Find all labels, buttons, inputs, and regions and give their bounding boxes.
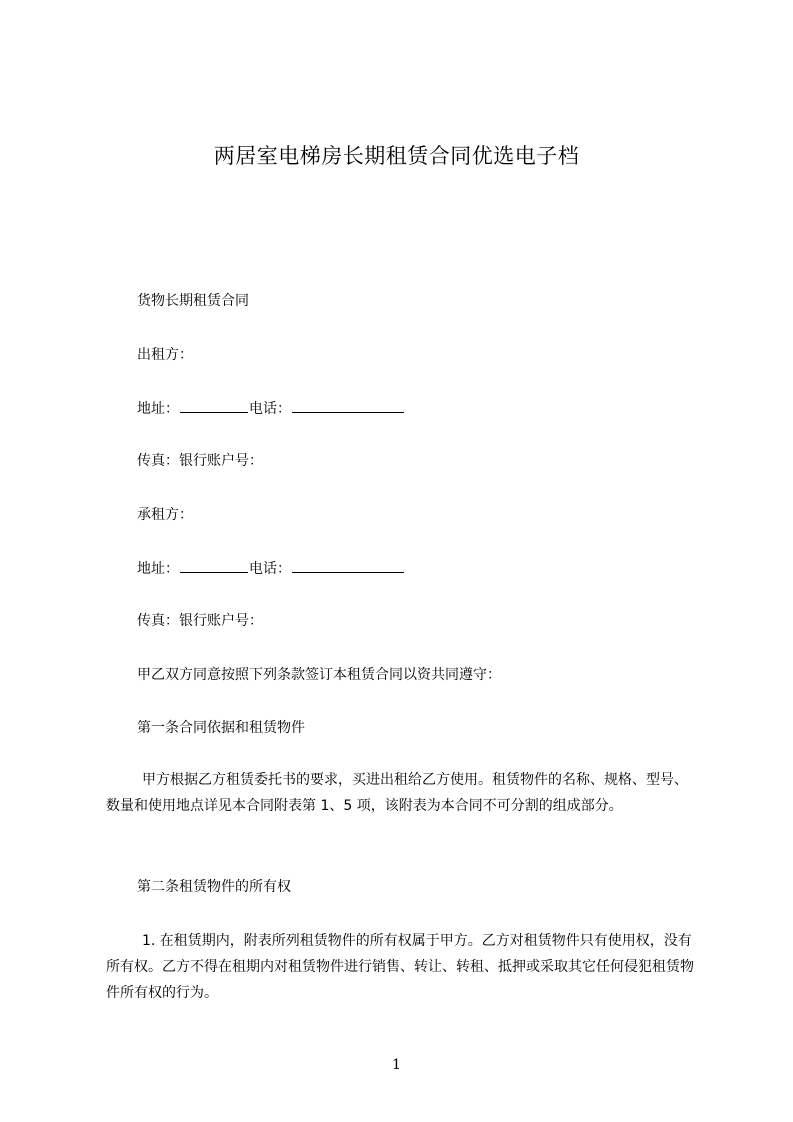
lessor-fax-bank: 传真：银行账户号： [137, 453, 263, 469]
lessor-label: 出租方： [137, 347, 193, 363]
lessee-address-blank [180, 558, 248, 573]
lessor-address-blank [180, 398, 248, 413]
document-title: 两居室电梯房长期租赁合同优选电子档 [213, 144, 580, 168]
lessor-address-line [137, 398, 405, 419]
lessor-phone-blank [292, 398, 404, 413]
article1-heading: 第一条合同依据和租赁物件 [137, 720, 305, 736]
lessee-phone-blank [292, 558, 404, 573]
contract-heading: 货物长期租赁合同 [137, 293, 249, 309]
lessee-label: 承租方： [137, 507, 193, 523]
article2-heading: 第二条租赁物件的所有权 [137, 879, 291, 895]
lessor-phone-label: 电话： [249, 401, 291, 417]
lessee-address-line [137, 558, 405, 579]
lessee-address-label: 地址： [137, 561, 179, 577]
lessee-fax-bank: 传真：银行账户号： [137, 613, 263, 629]
lessor-address-label: 地址： [137, 401, 179, 417]
page-number: 1 [392, 1057, 401, 1073]
agreement-statement: 甲乙双方同意按照下列条款签订本租赁合同以资共同遵守： [137, 667, 501, 683]
article2-body: 1. 在租赁期内，附表所列租赁物件的所有权属于甲方。乙方对租赁物件只有使用权，没有所有权。乙方不得在租期内对租赁物件进行销售、转让、转租、抵押或采取其它任何侵犯租赁物件所有权的行为。 [106, 933, 694, 1001]
lessee-phone-label: 电话： [249, 561, 291, 577]
article1-body: 甲方根据乙方租赁委托书的要求，买进出租给乙方使用。租赁物件的名称、规格、型号、数量和使用地点详见本合同附表第 1、5 项，该附表为本合同不可分割的组成部分。 [106, 772, 688, 814]
